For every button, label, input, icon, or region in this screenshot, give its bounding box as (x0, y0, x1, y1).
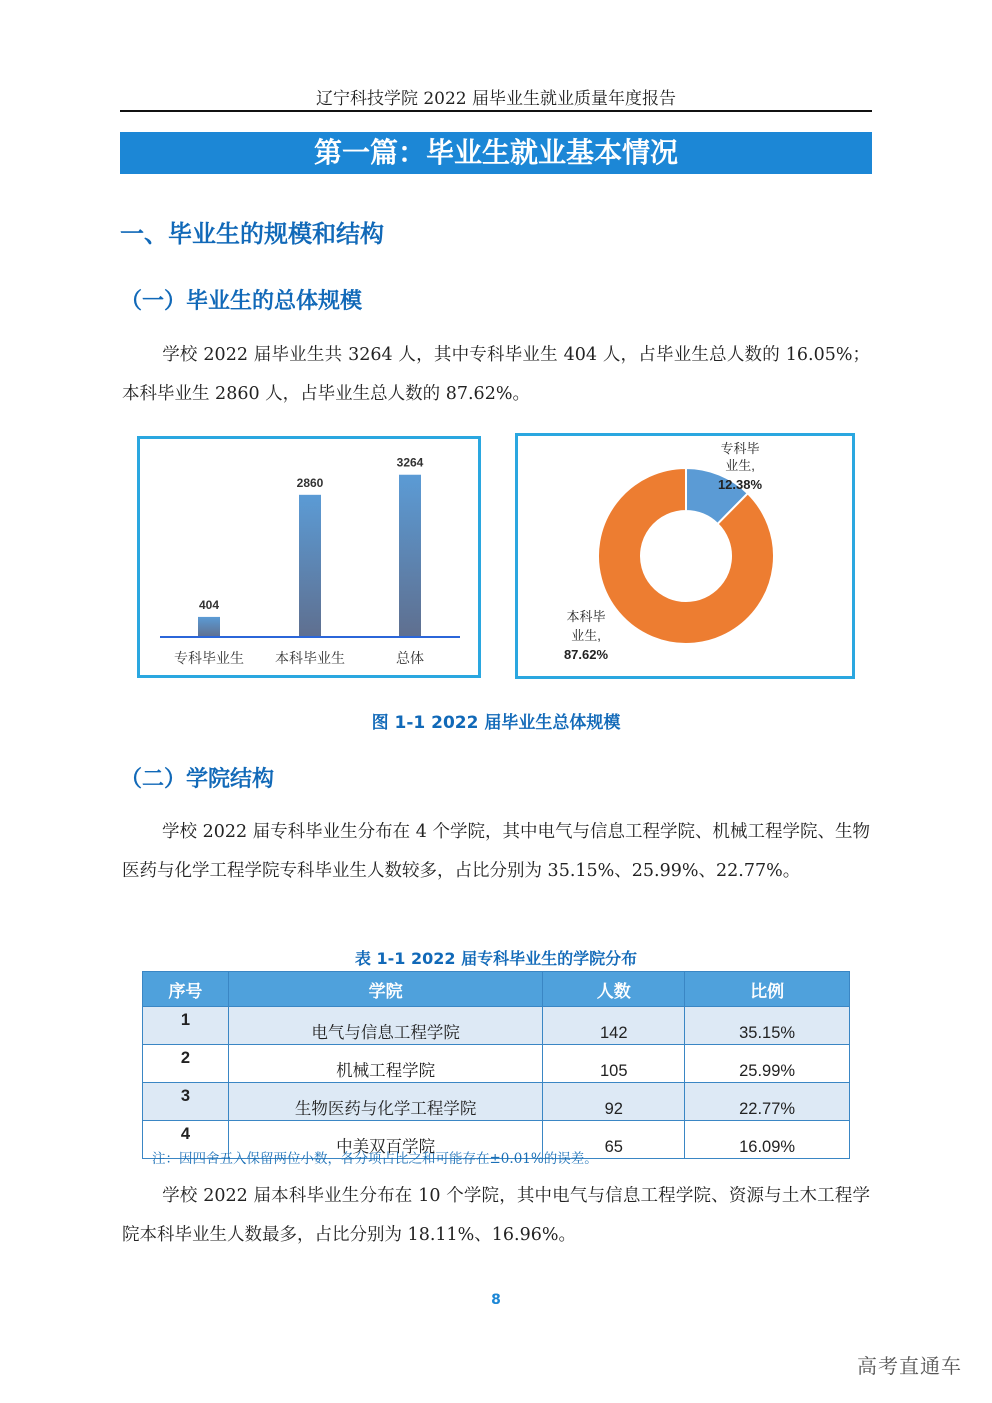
row-college: 中美双百学院 (228, 1121, 542, 1159)
row-index: 4 (143, 1121, 229, 1159)
zhuanke-label-line2: 业生, (725, 458, 755, 473)
table-row (143, 1083, 850, 1121)
figure-caption: 图 1-1 2022 届毕业生总体规模 (371, 713, 621, 733)
bar-2 (399, 475, 421, 637)
bar-category-label: 本科毕业生 (275, 650, 345, 666)
donut-chart-frame (515, 433, 855, 679)
table-note: 注：因四舍五入保留两位小数，各分项占比之和可能存在±0.01%的误差。 (152, 1151, 598, 1167)
row-count: 105 (543, 1045, 685, 1083)
college-paragraph-1-text: 学校 2022 届专科毕业生分布在 4 个学院，其中电气与信息工程学院、机械工程学院、生物医药与化学工程学院专科毕业生人数较多，占比分别为 35.15%、25.99%、22.77%。 (122, 822, 870, 881)
bar-1 (299, 495, 321, 637)
row-college: 生物医药与化学工程学院 (228, 1083, 542, 1121)
row-college: 电气与信息工程学院 (228, 1007, 542, 1045)
bar-data-label: 404 (198, 597, 220, 612)
row-index: 2 (143, 1045, 229, 1083)
col-header-ratio: 比例 (685, 972, 850, 1007)
bar-category-label: 专科毕业生 (174, 650, 244, 666)
table-row (143, 1045, 850, 1083)
table-caption: 表 1-1 2022 届专科毕业生的学院分布 (354, 949, 638, 968)
row-count: 142 (543, 1007, 685, 1045)
section-heading: 一、毕业生的规模和结构 (120, 220, 384, 248)
scale-paragraph (122, 336, 870, 414)
benke-label-line2: 业生, (571, 628, 601, 643)
bar-data-label: 3264 (396, 455, 424, 470)
bar-data-label: 2860 (296, 475, 324, 490)
zhuanke-label-pct: 12.38% (717, 477, 763, 492)
college-paragraph-2-text: 学校 2022 届本科毕业生分布在 10 个学院，其中电气与信息工程学院、资源与土木工程学院本科毕业生人数最多，占比分别为 18.11%、16.96%。 (122, 1186, 870, 1245)
scale-paragraph-text: 学校 2022 届毕业生共 3264 人，其中专科毕业生 404 人，占毕业生总人数的 16.05%；本科毕业生 2860 人，占毕业生总人数的 87.62%。 (122, 345, 870, 404)
college-paragraph-2 (122, 1177, 870, 1255)
row-count: 65 (543, 1121, 685, 1159)
donut-slice-1 (598, 468, 774, 644)
row-ratio: 35.15% (685, 1007, 850, 1045)
benke-label-line1: 本科毕 (566, 609, 606, 624)
row-index: 1 (143, 1007, 229, 1045)
bar-chart (140, 439, 478, 675)
subsection-heading-scale: （一）毕业生的总体规模 (120, 289, 363, 314)
college-paragraph-1 (122, 813, 870, 891)
donut-chart (518, 436, 852, 676)
col-header-count: 人数 (543, 972, 685, 1007)
row-ratio: 22.77% (685, 1083, 850, 1121)
table-row (143, 1007, 850, 1045)
college-distribution-table (142, 971, 850, 1159)
bar-0 (198, 617, 220, 637)
row-ratio: 16.09% (685, 1121, 850, 1159)
zhuanke-label-line1: 专科毕 (720, 441, 760, 456)
table-header-row (143, 972, 850, 1007)
subsection-heading-college: （二）学院结构 (120, 767, 275, 792)
watermark-text: 高考直通车 (857, 1354, 962, 1378)
row-index: 3 (143, 1083, 229, 1121)
bar-category-label: 总体 (396, 650, 424, 666)
part-title-banner: 第一篇：毕业生就业基本情况 (120, 132, 872, 174)
benke-label-pct: 87.62% (563, 647, 609, 662)
report-header-title: 辽宁科技学院 2022 届毕业生就业质量年度报告 (315, 89, 677, 109)
header-divider (120, 110, 872, 112)
page-number: 8 (491, 1292, 501, 1308)
row-ratio: 25.99% (685, 1045, 850, 1083)
row-college: 机械工程学院 (228, 1045, 542, 1083)
row-count: 92 (543, 1083, 685, 1121)
bar-chart-frame (137, 436, 481, 678)
col-header-index: 序号 (143, 972, 229, 1007)
col-header-college: 学院 (228, 972, 542, 1007)
